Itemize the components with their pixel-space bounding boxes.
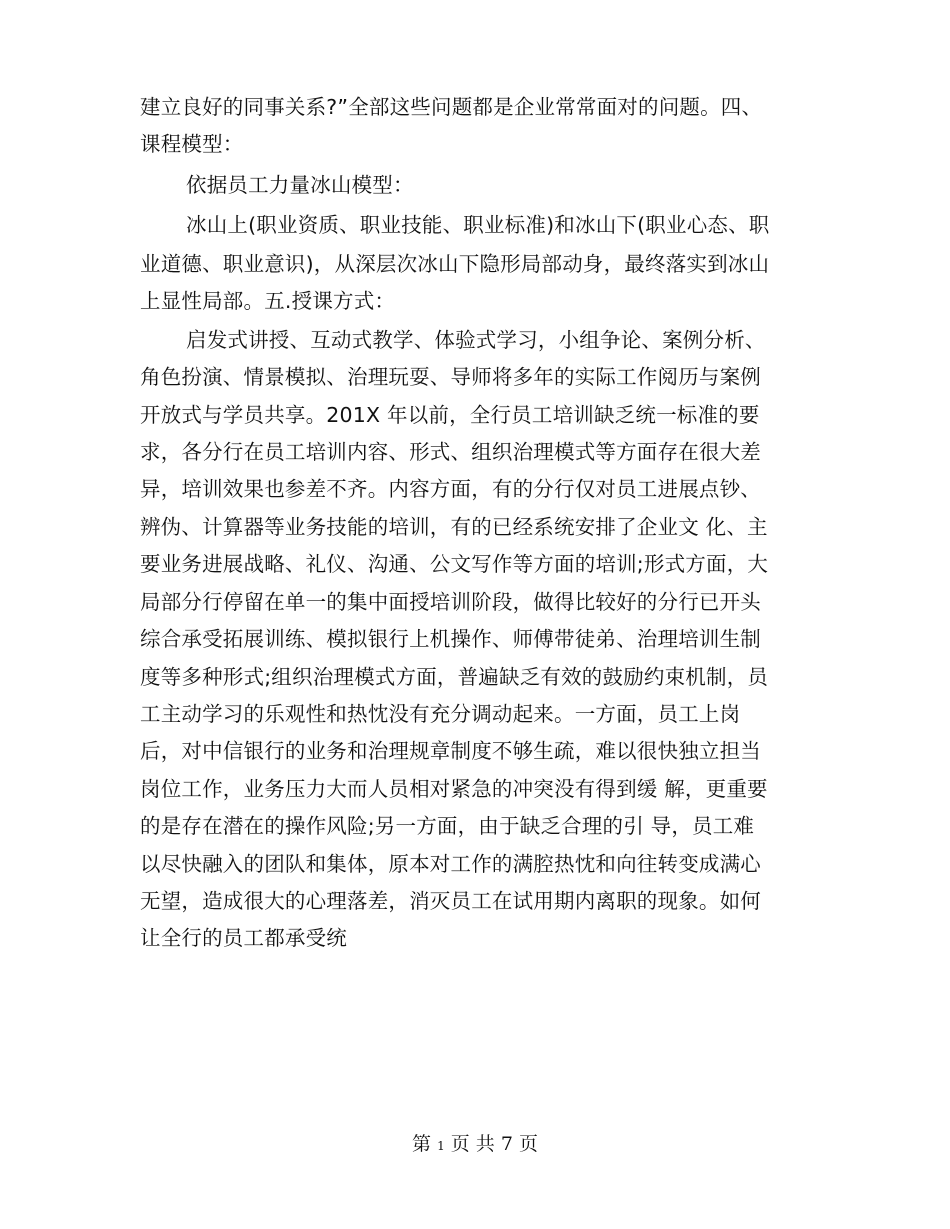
text-line: 综合承受拓展训练、模拟银行上机操作、师傅带徒弟、治理培训生制 bbox=[140, 627, 761, 651]
text-line: 辨伪、计算器等业务技能的培训，有的已经系统安排了企业文 化、主 bbox=[140, 515, 768, 539]
footer-middle: 页 共 bbox=[450, 1133, 495, 1155]
text-line: 建立良好的同事关系?”全部这些问题都是企业常常面对的问题。四、 bbox=[140, 95, 763, 119]
text-line: 度等多种形式;组织治理模式方面，普遍缺乏有效的鼓励约束机制，员 bbox=[140, 665, 769, 689]
footer-prefix: 第 bbox=[412, 1133, 432, 1155]
text-line: 异，培训效果也参差不齐。内容方面，有的分行仅对员工进展点钞、 bbox=[140, 477, 761, 501]
text-line: 工主动学习的乐观性和热忱没有充分调动起来。一方面，员工上岗 bbox=[140, 702, 741, 726]
text-line: 岗位工作，业务压力大而人员相对紧急的冲突没有得到缓 解，更重要 bbox=[140, 777, 768, 801]
text-line: 让全行的员工都承受统 bbox=[140, 926, 347, 950]
text-line: 开放式与学员共享。201X 年以前，全行员工培训缺乏统一标准的要 bbox=[140, 403, 760, 427]
text-line: 上显性局部。五.授课方式： bbox=[140, 289, 396, 313]
text-line: 以尽快融入的团队和集体，原本对工作的满腔热忱和向往转变成满心 bbox=[140, 852, 761, 876]
current-page-number: 1 bbox=[437, 1139, 445, 1153]
total-pages: 7 bbox=[500, 1133, 513, 1155]
text-line: 依据员工力量冰山模型： bbox=[186, 173, 414, 197]
text-line: 求，各分行在员工培训内容、形式、组织治理模式等方面存在很大差 bbox=[140, 440, 761, 464]
text-line: 课程模型： bbox=[140, 132, 244, 156]
text-line: 启发式讲授、互动式教学、体验式学习，小组争论、案例分析、 bbox=[186, 328, 766, 352]
page-footer bbox=[0, 1131, 950, 1159]
text-line: 业道德、职业意识)，从深层次冰山下隐形局部动身，最终落实到冰山 bbox=[140, 252, 770, 276]
text-line: 角色扮演、情景模拟、治理玩耍、导师将多年的实际工作阅历与案例 bbox=[140, 365, 761, 389]
text-line: 的是存在潜在的操作风险;另一方面，由于缺乏合理的引 导，员工难 bbox=[140, 814, 755, 838]
text-line: 冰山上(职业资质、职业技能、职业标准)和冰山下(职业心态、职 bbox=[186, 213, 770, 237]
footer-suffix: 页 bbox=[518, 1133, 538, 1155]
text-line: 后，对中信银行的业务和治理规章制度不够生疏，难以很快独立担当 bbox=[140, 739, 761, 763]
text-line: 要业务进展战略、礼仪、沟通、公文写作等方面的培训;形式方面，大 bbox=[140, 552, 769, 576]
text-line: 无望，造成很大的心理落差，消灭员工在试用期内离职的现象。如何 bbox=[140, 889, 761, 913]
text-line: 局部分行停留在单一的集中面授培训阶段，做得比较好的分行已开头 bbox=[140, 590, 761, 614]
